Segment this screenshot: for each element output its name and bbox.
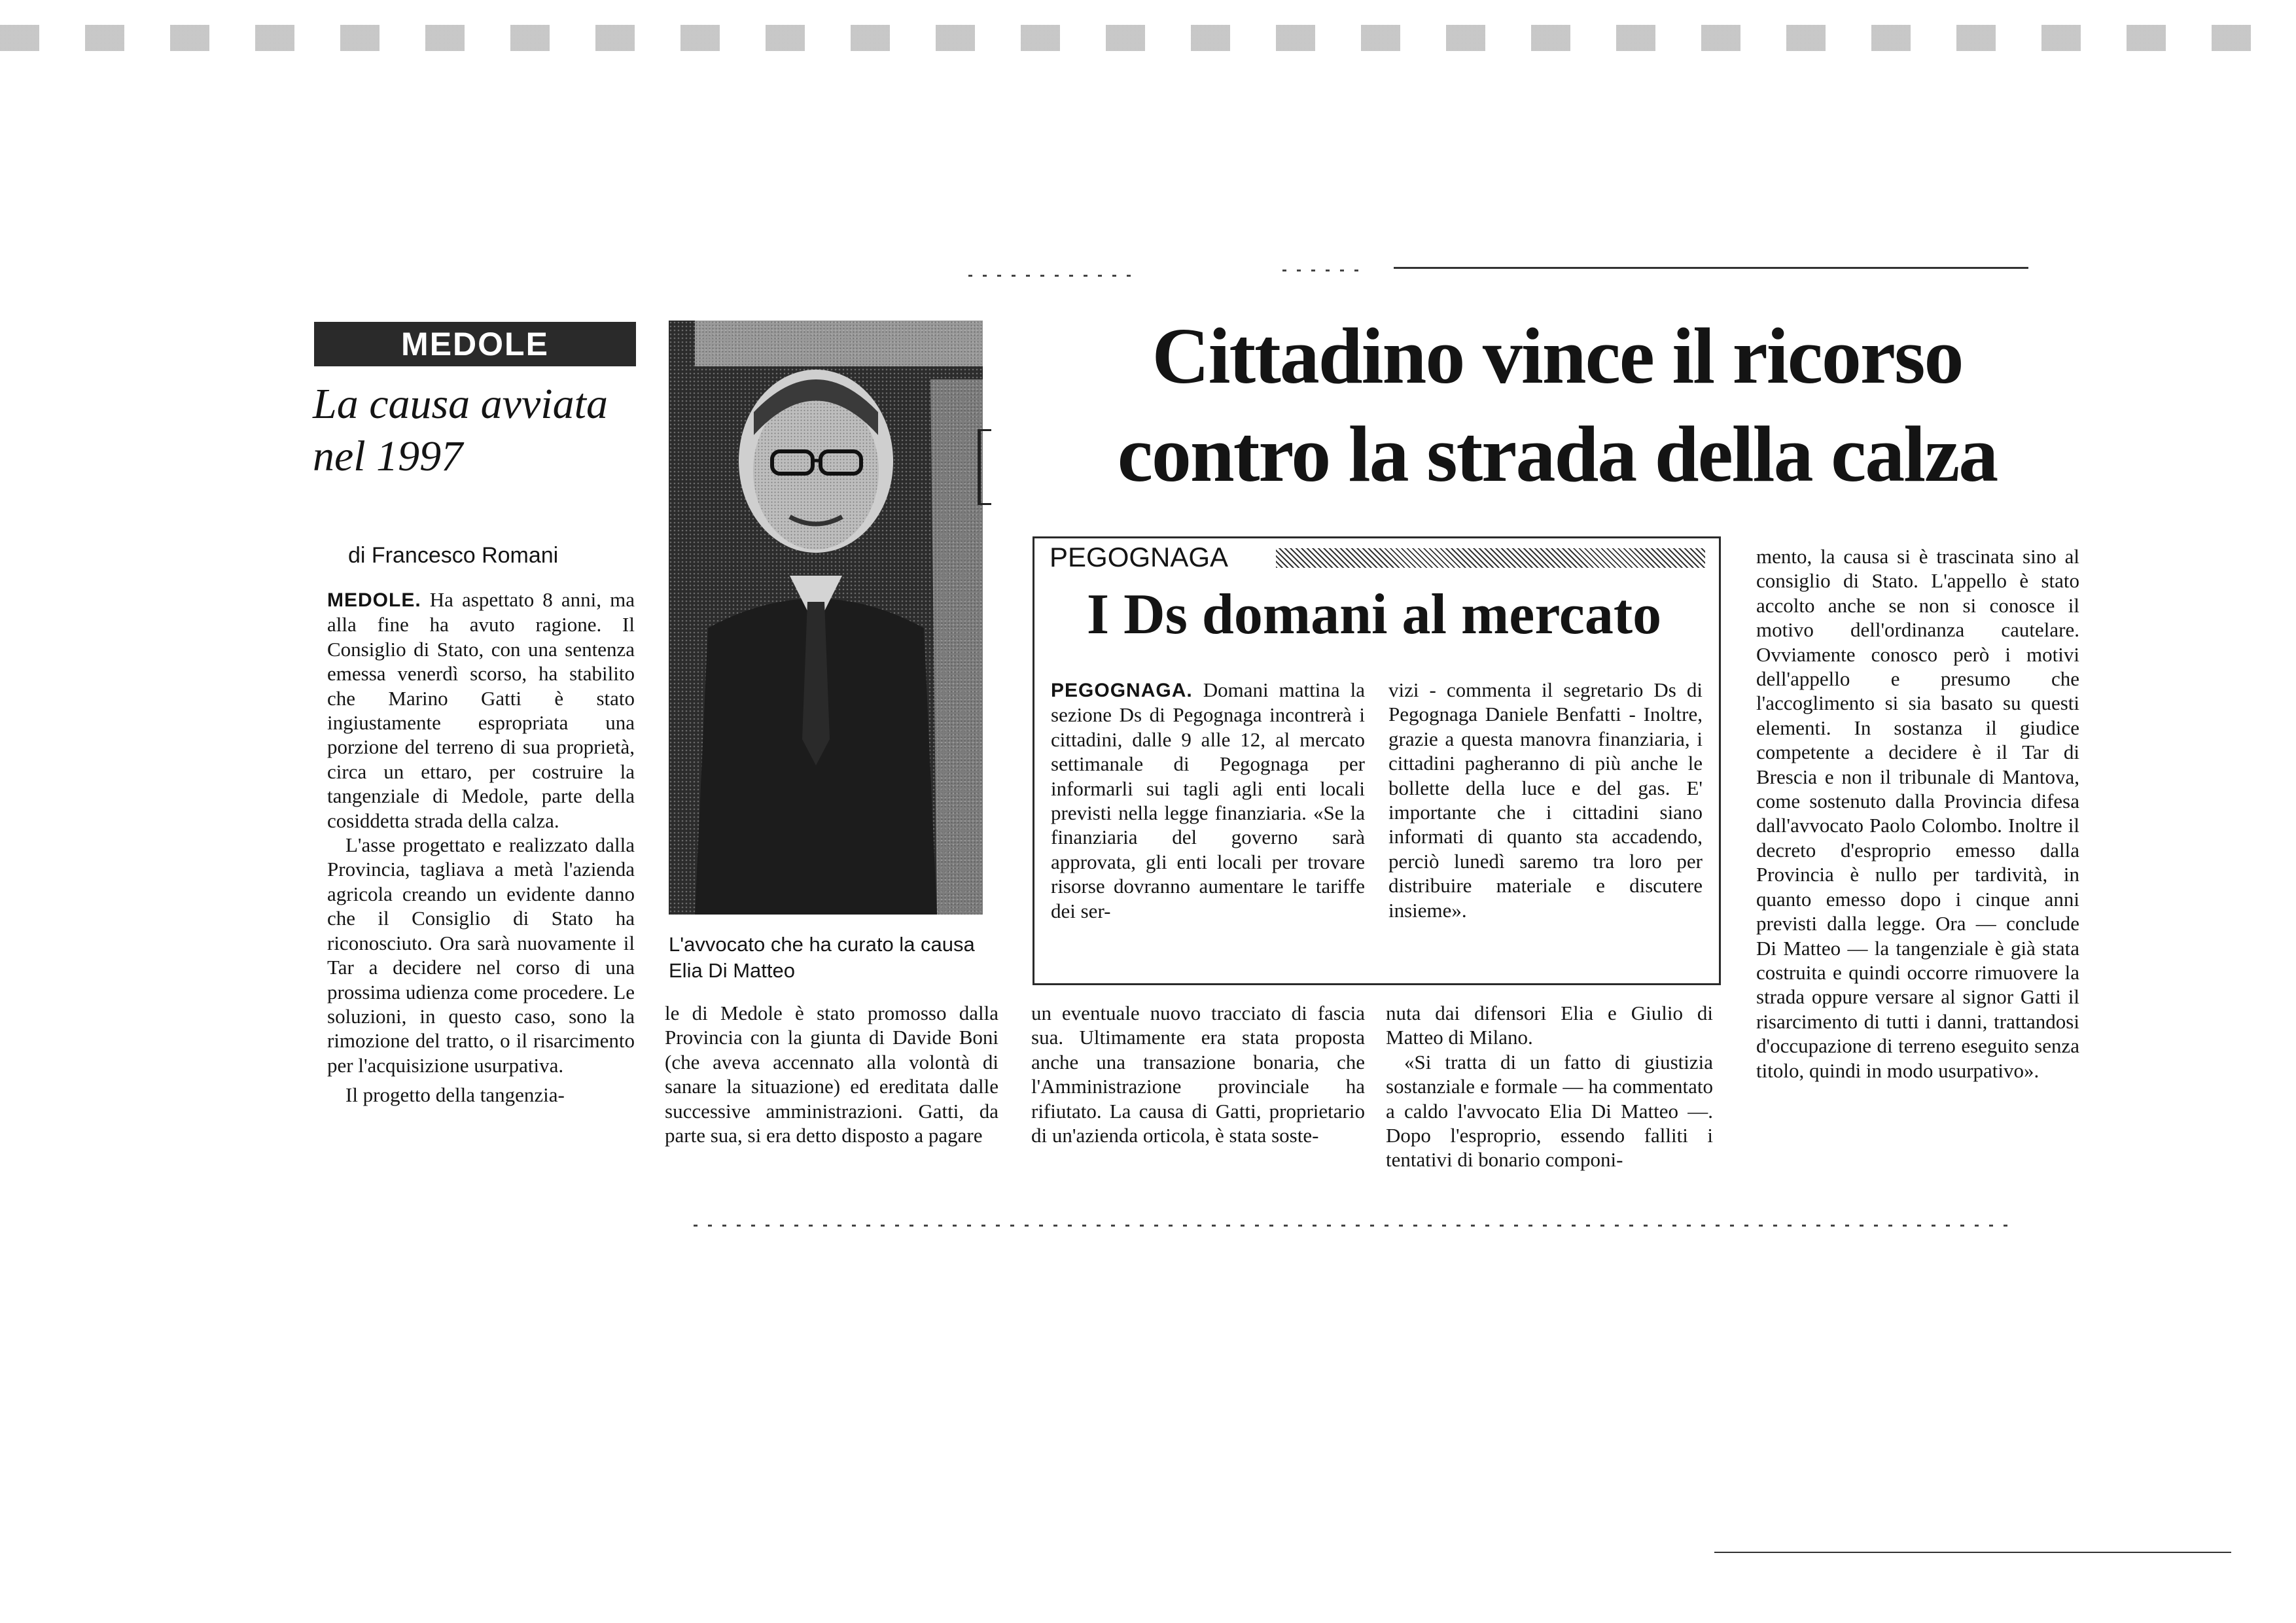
lead-place: MEDOLE.	[327, 589, 421, 611]
article-column-1	[327, 587, 635, 1108]
top-rule	[1394, 267, 2028, 269]
bottom-dotted-rule	[694, 1225, 2015, 1227]
headline-line-2: contro la strada della calza	[1117, 410, 1998, 498]
headline-line-1: Cittadino vince il ricorso	[1152, 312, 1963, 400]
paragraph: le di Medole è stato promosso dalla Provincia con la giunta di Davide Boni (che aveva accennato alla volontà di sanare la situazione) ed ereditata dalle successive amministrazioni. Gatti, da parte sua, si era detto disposto a pagare	[665, 1002, 998, 1147]
main-headline	[1021, 307, 2094, 504]
box-section-label: PEGOGNAGA	[1050, 542, 1229, 572]
byline: di Francesco Romani	[348, 543, 559, 568]
box-column-1	[1051, 678, 1365, 923]
kicker: La causa avviata nel 1997	[313, 380, 608, 480]
paragraph: Domani mattina la sezione Ds di Pegognaga incontrerà i cittadini, dalle 9 alle 12, al mercato settimanale di Pegognaga per informarli sui tagli agli enti locali previsti nella legge finanziaria. «Se la finanziaria del governo sarà approvata, gli enti locali per trovare risorse dovranno aumentare le tariffe dei ser-	[1051, 678, 1366, 922]
dotted-rule	[1282, 270, 1361, 271]
paragraph: vizi - commenta il segretario Ds di Pegognaga Daniele Benfatti - Inoltre, grazie a questa manovra finanziaria, i cittadini pagheranno di più anche le bollette della luce e del gas. E' importante che i cittadini siano informati di quanto sta accadendo, perciò lunedì saremo tra loro per distribuire materiale e discutere insieme».	[1388, 678, 1703, 922]
paragraph: mento, la causa si è trascinata sino al consiglio di Stato. L'appello è stato accolto anche se non si conosce il motivo dell'ordinanza cautelare. Ovviamente conosco però i motivi dell'appello e presumo che l'accoglimento si sia basato su questi elementi. In sostanza il giudice competente a decidere è il Tar di Brescia e non il tribunale di Mantova, come sostenuto dalla Provincia difesa dall'avvocato Paolo Colombo. Inoltre il decreto d'esproprio emesso dalla Provincia è nullo per tardività, in quanto emesso dopo i cinque anni previsti dalla legge. Ora — conclude Di Matteo — la tangenziale è già stata costruita e quindi occorre rimuovere la strada oppure versare al signor Gatti il risarcimento di tutti i danni, trattandosi d'occupazione di terreno eseguito senza titolo, quindi in modo usurpativo».	[1756, 545, 2079, 1082]
bracket-mark	[978, 429, 991, 505]
box-headline: I Ds domani al mercato	[1086, 583, 1662, 646]
section-banner: MEDOLE	[314, 322, 636, 366]
article-column-2	[665, 1001, 998, 1147]
article-column-5	[1756, 544, 2079, 1083]
paragraph: L'asse progettato e realizzato dalla Provincia, tagliava a metà l'azienda agricola creando un evidente danno che il Consiglio di Stato ha riconosciuto. Ora sarà nuovamente il Tar a decidere nel corso di una prossima udienza come procedere. Le soluzioni, in questo caso, sono la rimozione del tratto, o il risarcimento per l'acquisizione usurpativa.	[327, 833, 635, 1077]
article-column-3	[1031, 1001, 1365, 1147]
paragraph: Ha aspettato 8 anni, ma alla fine ha avuto ragione. Il Consiglio di Stato, con una sentenza emessa venerdì scorso, ha stabilito che Marino Gatti è stato ingiustamente espropriata una porzione del terreno di sua proprietà, circa un ettaro, per costruire la tangenziale di Medole, parte della cosiddetta strada della calza.	[327, 588, 635, 832]
dotted-rule	[968, 275, 1139, 277]
paragraph: nuta dai difensori Elia e Giulio di Matteo di Milano.	[1386, 1002, 1713, 1049]
box-column-2	[1388, 678, 1703, 922]
paragraph: Il progetto della tangenzia-	[345, 1083, 565, 1107]
paragraph: un eventuale nuovo tracciato di fascia sua. Ultimamente era stata proposta anche una transazione bonaria, che l'Amministrazione provinciale ha rifiutato. La causa di Gatti, proprietario di un'azienda orticola, è stata soste-	[1031, 1002, 1365, 1147]
scan-top-edge	[0, 25, 2296, 51]
hatch-bar	[1276, 548, 1705, 568]
box-lead-place: PEGOGNAGA.	[1051, 680, 1193, 701]
article-column-4	[1386, 1001, 1713, 1172]
paragraph: «Si tratta di un fatto di giustizia sostanziale e formale — ha commentato a caldo l'avvocato Elia Di Matteo —. Dopo l'esproprio, essendo falliti i tentativi di bonario componi-	[1386, 1050, 1713, 1172]
photo-caption: L'avvocato che ha curato la causa Elia Di Matteo	[669, 933, 975, 982]
bottom-rule	[1714, 1552, 2231, 1553]
photo-lawyer	[669, 321, 983, 915]
